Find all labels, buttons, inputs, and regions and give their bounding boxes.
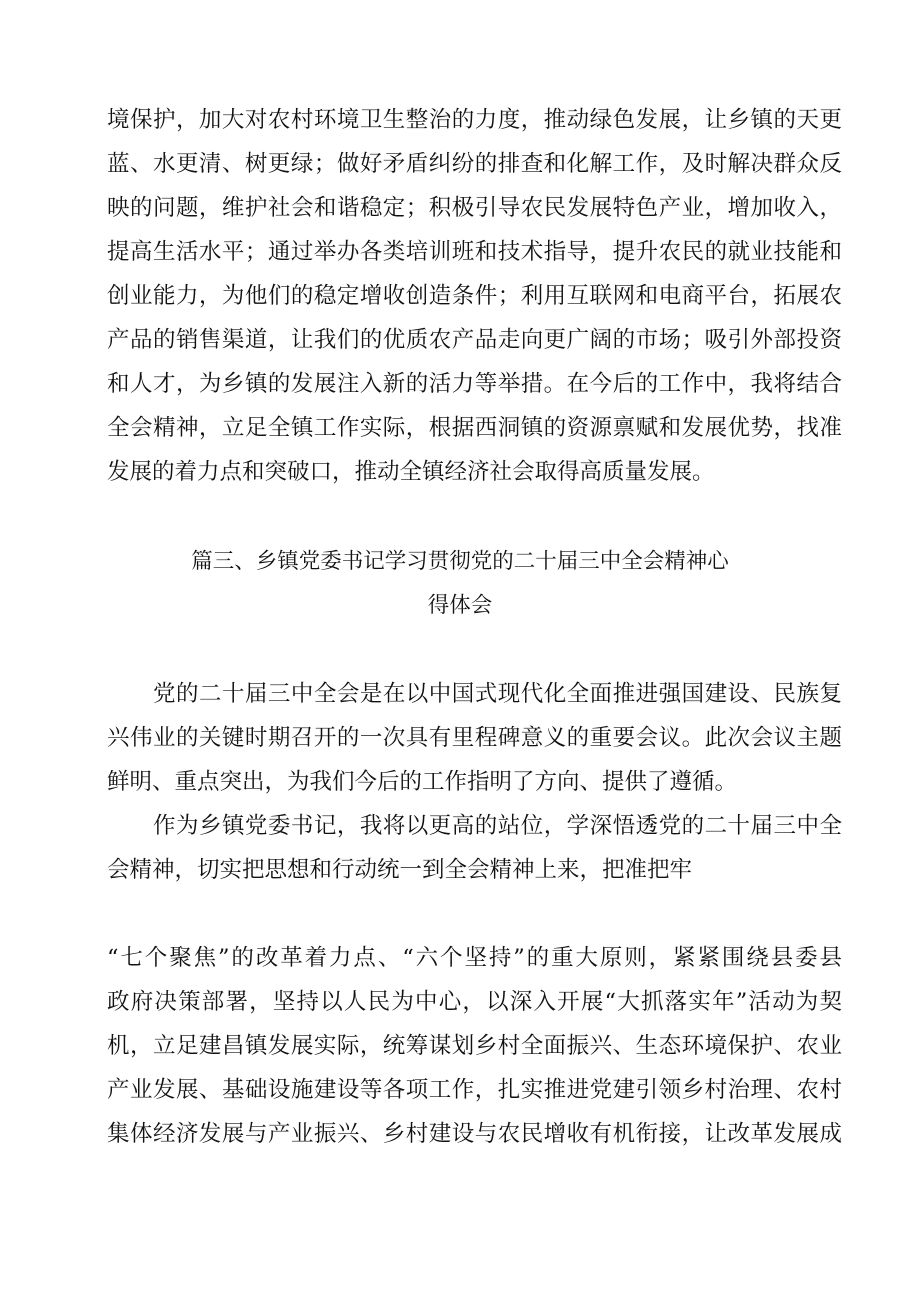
section-heading-line1: 篇三、乡镇党委书记学习贯彻党的二十届三中全会精神心 [191,549,729,574]
text-line: 全会精神，立足全镇工作实际，根据西洞镇的资源禀赋和发展优势，找准 [107,415,842,441]
text-line: 和人才，为乡镇的发展注入新的活力等举措。在今后的工作中，我将结合 [107,371,842,397]
text-line: 政府决策部署，坚持以人民为中心，以深入开展“大抓落实年”活动为契 [107,989,842,1015]
paragraph-continued-2 [107,936,842,1156]
text-line: 集体经济发展与产业振兴、乡村建设与农民增收有机衔接，让改革发展成 [107,1121,842,1147]
text-line: 产品的销售渠道，让我们的优质农产品走向更广阔的市场；吸引外部投资 [107,327,842,353]
text-line: 创业能力，为他们的稳定增收创造条件；利用互联网和电商平台，拓展农 [107,283,842,309]
paragraph-continued [107,98,842,494]
text-line: 机，立足建昌镇发展实际，统筹谋划乡村全面振兴、生态环境保护、农业 [107,1033,842,1059]
paragraph-intro [107,672,842,892]
text-line: 兴伟业的关键时期召开的一次具有里程碑意义的重要会议。此次会议主题 [107,725,842,751]
text-line: 发展的着力点和突破口，推动全镇经济社会取得高质量发展。 [107,459,715,485]
text-line: “七个聚焦”的改革着力点、“六个坚持”的重大原则，紧紧围绕县委县 [107,945,842,971]
text-line: 映的问题，维护社会和谐稳定；积极引导农民发展特色产业，增加收入， [107,195,842,221]
text-line: 蓝、水更清、树更绿；做好矛盾纠纷的排查和化解工作，及时解决群众反 [107,151,842,177]
text-line: 会精神，切实把思想和行动统一到全会精神上来，把准把牢 [107,857,693,883]
text-line: 产业发展、基础设施建设等各项工作，扎实推进党建引领乡村治理、农村 [107,1077,842,1103]
section-heading-line2: 得体会 [427,593,493,618]
text-line: 党的二十届三中全会是在以中国式现代化全面推进强国建设、民族复 [153,681,842,707]
text-line: 鲜明、重点突出，为我们今后的工作指明了方向、提供了遵循。 [107,769,738,795]
text-line: 提高生活水平；通过举办各类培训班和技术指导，提升农民的就业技能和 [107,239,842,265]
text-line: 作为乡镇党委书记，我将以更高的站位，学深悟透党的二十届三中全 [153,813,842,839]
text-line: 境保护，加大对农村环境卫生整治的力度，推动绿色发展，让乡镇的天更 [107,107,842,133]
